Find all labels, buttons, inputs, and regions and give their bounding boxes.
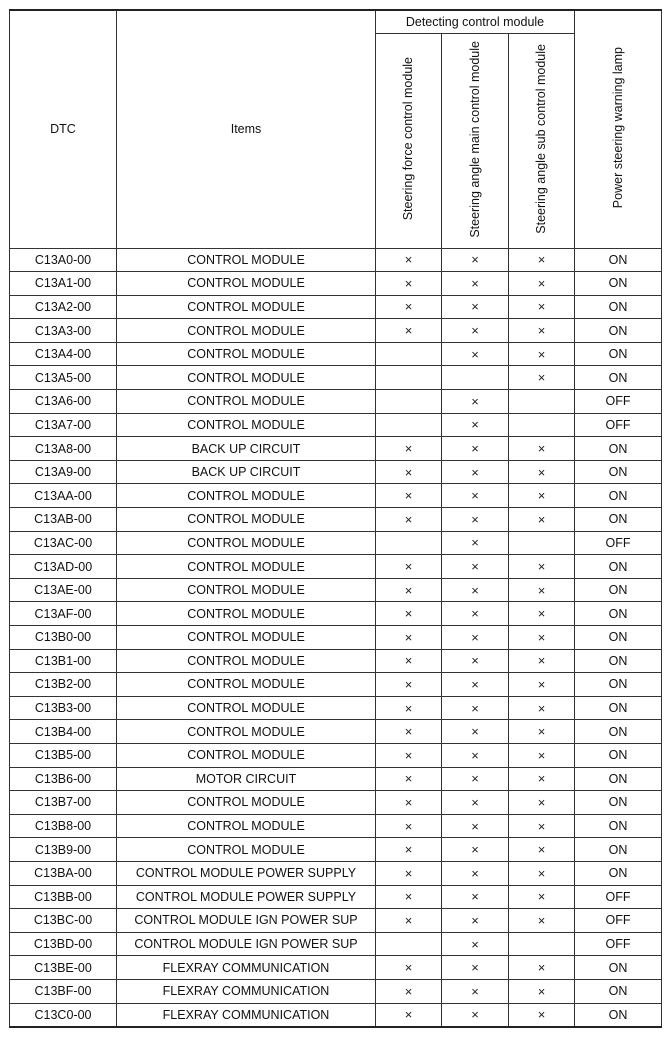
cell-dtc: C13A0-00 [10,248,117,272]
cell-sub-module: × [509,555,575,579]
cell-main-module: × [442,555,509,579]
cell-force-module: × [376,319,442,343]
cell-sub-module: × [509,248,575,272]
cell-item: CONTROL MODULE [117,295,376,319]
cell-dtc: C13BA-00 [10,861,117,885]
cell-force-module [376,342,442,366]
cell-dtc: C13B4-00 [10,720,117,744]
cell-dtc: C13AF-00 [10,602,117,626]
cell-main-module: × [442,248,509,272]
cell-item: CONTROL MODULE [117,366,376,390]
cell-dtc: C13A1-00 [10,272,117,296]
cell-item: CONTROL MODULE [117,319,376,343]
cell-item: CONTROL MODULE [117,531,376,555]
cell-warning-lamp: ON [575,696,662,720]
cell-main-module: × [442,814,509,838]
table-row [10,366,662,390]
cell-main-module: × [442,838,509,862]
cell-force-module: × [376,673,442,697]
cell-warning-lamp: ON [575,602,662,626]
table-row [10,814,662,838]
table-row [10,413,662,437]
cell-main-module [442,366,509,390]
cell-item: CONTROL MODULE IGN POWER SUP [117,909,376,933]
cell-item: CONTROL MODULE [117,743,376,767]
cell-item: CONTROL MODULE [117,272,376,296]
cell-dtc: C13B8-00 [10,814,117,838]
cell-dtc: C13BB-00 [10,885,117,909]
cell-sub-module: × [509,673,575,697]
cell-force-module: × [376,767,442,791]
cell-item: BACK UP CIRCUIT [117,460,376,484]
cell-warning-lamp: ON [575,578,662,602]
cell-sub-module: × [509,272,575,296]
cell-item: CONTROL MODULE [117,555,376,579]
table-row [10,555,662,579]
cell-force-module: × [376,484,442,508]
cell-sub-module: × [509,743,575,767]
cell-item: CONTROL MODULE [117,248,376,272]
cell-force-module [376,413,442,437]
cell-sub-module: × [509,319,575,343]
cell-main-module: × [442,508,509,532]
cell-dtc: C13A2-00 [10,295,117,319]
cell-sub-module: × [509,861,575,885]
cell-main-module: × [442,484,509,508]
cell-sub-module [509,413,575,437]
cell-item: CONTROL MODULE [117,838,376,862]
cell-dtc: C13A9-00 [10,460,117,484]
cell-main-module: × [442,390,509,414]
cell-warning-lamp: OFF [575,390,662,414]
cell-sub-module: × [509,1003,575,1027]
dtc-table [9,9,662,1028]
header-warning-lamp-label: Power steering warning lamp [610,47,625,209]
cell-warning-lamp: ON [575,248,662,272]
header-sub-module-label: Steering angle sub control module [534,44,549,234]
cell-main-module: × [442,1003,509,1027]
table-row [10,956,662,980]
cell-sub-module: × [509,909,575,933]
cell-main-module: × [442,885,509,909]
cell-item: CONTROL MODULE [117,602,376,626]
cell-warning-lamp: OFF [575,531,662,555]
header-detecting-group: Detecting control module [376,10,575,33]
cell-item: CONTROL MODULE [117,791,376,815]
cell-sub-module [509,932,575,956]
header-force-module [376,33,442,248]
cell-warning-lamp: ON [575,460,662,484]
cell-sub-module: × [509,578,575,602]
cell-sub-module: × [509,484,575,508]
cell-main-module: × [442,861,509,885]
cell-item: CONTROL MODULE [117,720,376,744]
table-row [10,1003,662,1027]
cell-force-module: × [376,460,442,484]
table-row [10,437,662,461]
cell-item: CONTROL MODULE [117,626,376,650]
cell-sub-module: × [509,814,575,838]
table-row [10,743,662,767]
header-main-module [442,33,509,248]
cell-force-module: × [376,649,442,673]
cell-item: FLEXRAY COMMUNICATION [117,1003,376,1027]
cell-item: CONTROL MODULE [117,814,376,838]
cell-sub-module: × [509,460,575,484]
cell-force-module: × [376,909,442,933]
cell-sub-module: × [509,626,575,650]
cell-main-module: × [442,791,509,815]
cell-warning-lamp: ON [575,720,662,744]
cell-warning-lamp: OFF [575,413,662,437]
cell-warning-lamp: ON [575,484,662,508]
cell-force-module: × [376,248,442,272]
cell-warning-lamp: OFF [575,885,662,909]
cell-warning-lamp: ON [575,319,662,343]
cell-dtc: C13A8-00 [10,437,117,461]
cell-dtc: C13BC-00 [10,909,117,933]
cell-warning-lamp: ON [575,366,662,390]
cell-sub-module: × [509,838,575,862]
cell-main-module: × [442,673,509,697]
header-items: Items [117,10,376,248]
cell-warning-lamp: ON [575,767,662,791]
table-header [10,10,662,248]
cell-main-module: × [442,460,509,484]
table-row [10,342,662,366]
cell-sub-module: × [509,720,575,744]
cell-force-module: × [376,814,442,838]
cell-main-module: × [442,602,509,626]
cell-force-module: × [376,861,442,885]
cell-dtc: C13A5-00 [10,366,117,390]
cell-force-module: × [376,743,442,767]
cell-main-module: × [442,767,509,791]
cell-force-module [376,932,442,956]
cell-dtc: C13C0-00 [10,1003,117,1027]
table-row [10,508,662,532]
cell-dtc: C13B6-00 [10,767,117,791]
table-row [10,272,662,296]
cell-item: CONTROL MODULE [117,484,376,508]
cell-dtc: C13BE-00 [10,956,117,980]
cell-dtc: C13BD-00 [10,932,117,956]
cell-main-module: × [442,932,509,956]
table-row [10,319,662,343]
cell-main-module: × [442,649,509,673]
cell-force-module: × [376,578,442,602]
cell-main-module: × [442,720,509,744]
cell-dtc: C13AC-00 [10,531,117,555]
cell-item: CONTROL MODULE [117,342,376,366]
cell-sub-module [509,390,575,414]
cell-dtc: C13A4-00 [10,342,117,366]
cell-warning-lamp: ON [575,861,662,885]
cell-warning-lamp: ON [575,979,662,1003]
cell-dtc: C13AA-00 [10,484,117,508]
table-row [10,295,662,319]
cell-sub-module: × [509,342,575,366]
cell-force-module: × [376,838,442,862]
cell-dtc: C13AB-00 [10,508,117,532]
cell-warning-lamp: ON [575,956,662,980]
cell-warning-lamp: ON [575,1003,662,1027]
cell-sub-module: × [509,508,575,532]
cell-dtc: C13B2-00 [10,673,117,697]
cell-dtc: C13AE-00 [10,578,117,602]
cell-sub-module: × [509,602,575,626]
cell-force-module: × [376,956,442,980]
header-warning-lamp [575,10,662,248]
cell-main-module: × [442,319,509,343]
cell-warning-lamp: ON [575,814,662,838]
table-row [10,531,662,555]
table-row [10,390,662,414]
cell-force-module: × [376,272,442,296]
cell-dtc: C13AD-00 [10,555,117,579]
cell-force-module: × [376,1003,442,1027]
table-row [10,861,662,885]
cell-force-module: × [376,626,442,650]
cell-main-module: × [442,956,509,980]
cell-main-module: × [442,531,509,555]
table-row [10,979,662,1003]
cell-sub-module: × [509,295,575,319]
cell-item: CONTROL MODULE [117,696,376,720]
cell-warning-lamp: ON [575,838,662,862]
cell-dtc: C13B9-00 [10,838,117,862]
cell-force-module: × [376,295,442,319]
table-row [10,791,662,815]
cell-force-module: × [376,508,442,532]
cell-item: MOTOR CIRCUIT [117,767,376,791]
cell-warning-lamp: ON [575,791,662,815]
table-row [10,578,662,602]
table-row [10,720,662,744]
cell-main-module: × [442,979,509,1003]
cell-warning-lamp: ON [575,437,662,461]
table-row [10,460,662,484]
table-row [10,696,662,720]
cell-force-module: × [376,696,442,720]
header-force-module-label: Steering force control module [401,57,416,221]
cell-main-module: × [442,909,509,933]
cell-item: CONTROL MODULE [117,390,376,414]
cell-dtc: C13A7-00 [10,413,117,437]
cell-force-module: × [376,720,442,744]
cell-dtc: C13B3-00 [10,696,117,720]
cell-force-module: × [376,555,442,579]
cell-warning-lamp: OFF [575,909,662,933]
table-row [10,484,662,508]
table-row [10,248,662,272]
cell-main-module: × [442,437,509,461]
cell-force-module [376,390,442,414]
cell-dtc: C13A6-00 [10,390,117,414]
cell-force-module: × [376,885,442,909]
table-row [10,602,662,626]
cell-item: CONTROL MODULE [117,673,376,697]
cell-item: FLEXRAY COMMUNICATION [117,956,376,980]
cell-warning-lamp: ON [575,743,662,767]
cell-dtc: C13A3-00 [10,319,117,343]
table-body [10,248,662,1027]
cell-warning-lamp: ON [575,342,662,366]
cell-sub-module: × [509,791,575,815]
header-sub-module [509,33,575,248]
cell-item: CONTROL MODULE IGN POWER SUP [117,932,376,956]
cell-main-module: × [442,578,509,602]
cell-sub-module: × [509,696,575,720]
cell-main-module: × [442,342,509,366]
cell-dtc: C13BF-00 [10,979,117,1003]
cell-sub-module: × [509,366,575,390]
cell-item: CONTROL MODULE [117,578,376,602]
cell-warning-lamp: ON [575,555,662,579]
cell-warning-lamp: ON [575,272,662,296]
cell-force-module: × [376,602,442,626]
table-row [10,932,662,956]
cell-dtc: C13B5-00 [10,743,117,767]
cell-main-module: × [442,413,509,437]
cell-sub-module: × [509,885,575,909]
cell-dtc: C13B1-00 [10,649,117,673]
table-row [10,649,662,673]
table-row [10,885,662,909]
cell-force-module [376,531,442,555]
cell-main-module: × [442,626,509,650]
table-row [10,626,662,650]
cell-warning-lamp: ON [575,626,662,650]
cell-main-module: × [442,272,509,296]
cell-force-module: × [376,791,442,815]
cell-main-module: × [442,743,509,767]
cell-sub-module [509,531,575,555]
cell-sub-module: × [509,979,575,1003]
cell-sub-module: × [509,437,575,461]
cell-item: CONTROL MODULE [117,508,376,532]
cell-warning-lamp: ON [575,673,662,697]
cell-dtc: C13B0-00 [10,626,117,650]
cell-warning-lamp: ON [575,649,662,673]
cell-dtc: C13B7-00 [10,791,117,815]
table-row [10,838,662,862]
cell-warning-lamp: ON [575,508,662,532]
cell-item: FLEXRAY COMMUNICATION [117,979,376,1003]
table-row [10,909,662,933]
cell-item: CONTROL MODULE POWER SUPPLY [117,885,376,909]
cell-item: CONTROL MODULE POWER SUPPLY [117,861,376,885]
cell-warning-lamp: OFF [575,932,662,956]
cell-item: CONTROL MODULE [117,649,376,673]
cell-main-module: × [442,295,509,319]
cell-item: CONTROL MODULE [117,413,376,437]
cell-item: BACK UP CIRCUIT [117,437,376,461]
cell-force-module: × [376,979,442,1003]
cell-sub-module: × [509,956,575,980]
table-row [10,673,662,697]
cell-sub-module: × [509,649,575,673]
cell-warning-lamp: ON [575,295,662,319]
cell-main-module: × [442,696,509,720]
header-dtc: DTC [10,10,117,248]
header-main-module-label: Steering angle main control module [467,40,482,238]
cell-force-module [376,366,442,390]
table-row [10,767,662,791]
cell-sub-module: × [509,767,575,791]
cell-force-module: × [376,437,442,461]
